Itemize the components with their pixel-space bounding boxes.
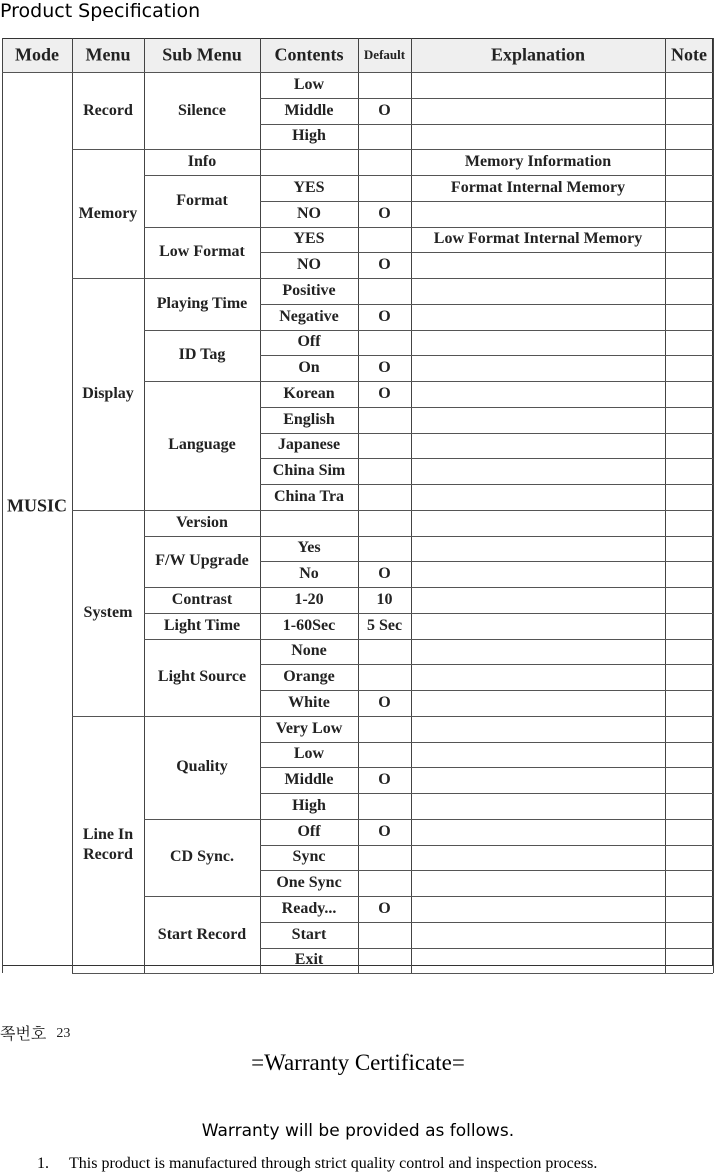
row-divider [260,973,713,974]
menu-divider [72,716,144,717]
submenu-label: Language [168,436,236,454]
cell-contents: Ready... [281,899,337,917]
cell-default: O [378,693,391,711]
menu-label: Memory [78,204,138,222]
cell-default: O [378,307,391,325]
menu-label: Line In Record [82,825,134,863]
cell-contents: YES [293,230,325,248]
cell-contents: 1-60Sec [282,616,336,634]
submenu-label: Start Record [157,925,247,943]
row-divider [260,407,713,408]
submenu-label: CD Sync. [169,848,235,866]
cell-contents: No [299,565,319,583]
submenu-label: Format [176,191,228,209]
submenu-divider [144,973,260,974]
row-divider [260,381,713,382]
row-divider [260,716,713,717]
warranty-item [37,1155,597,1173]
submenu-label: Playing Time [156,294,248,312]
submenu-divider [144,587,260,588]
cell-contents: One Sync [276,874,342,892]
cell-contents: White [288,693,330,711]
row-divider [260,98,713,99]
warranty-subtitle: Warranty will be provided as follows. [201,1121,515,1141]
row-divider [260,433,713,434]
cell-contents: 1-20 [294,590,324,608]
submenu-label: Info [187,153,217,171]
row-divider [260,458,713,459]
cell-contents: English [283,410,335,428]
header-mode: Mode [15,44,59,65]
submenu-label: Quality [176,758,228,776]
row-divider [260,896,713,897]
cell-default: O [378,771,391,789]
row-divider [260,690,713,691]
cell-default: O [378,899,391,917]
page-number: 23 [56,1026,71,1041]
cell-contents: Japanese [277,436,341,454]
cell-contents: Exit [294,951,324,969]
row-divider [260,767,713,768]
row-divider [260,613,713,614]
menu-label: System [83,603,133,621]
submenu-label: Low Format [159,243,245,261]
row-divider [260,149,713,150]
cell-contents: NO [297,256,321,274]
cell-contents: High [292,127,326,145]
cell-contents: Off [297,822,321,840]
cell-default: O [378,822,391,840]
column-divider [260,38,261,973]
submenu-label: F/W Upgrade [155,552,249,570]
submenu-label: Light Time [163,616,241,634]
column-divider [665,38,666,973]
cell-contents: Very Low [275,719,343,737]
cell-contents: NO [297,204,321,222]
cell-explanation: Low Format Internal Memory [433,230,643,248]
menu-label: Display [82,384,134,402]
header-explanation: Explanation [490,44,586,65]
submenu-label: ID Tag [178,346,226,364]
row-divider [260,278,713,279]
cell-contents: Low [293,75,325,93]
cell-default: 5 Sec [366,616,403,634]
submenu-divider [144,896,260,897]
cell-contents: None [291,642,327,660]
row-divider [260,948,713,949]
row-divider [260,484,713,485]
cell-explanation: Memory Information [464,153,612,171]
warranty-item-number: 1. [37,1155,49,1172]
menu-divider [72,278,144,279]
cell-default: O [378,384,391,402]
submenu-divider [144,536,260,537]
cell-contents: Middle [284,101,334,119]
row-divider [260,355,713,356]
submenu-divider [144,819,260,820]
cell-contents: Yes [297,539,321,557]
submenu-divider [144,175,260,176]
menu-divider [72,973,144,974]
cell-contents: Orange [283,668,335,686]
header-contents: Contents [274,44,344,65]
cell-contents: Sync [292,848,326,866]
header-menu: Menu [85,44,131,65]
cell-default: O [378,256,391,274]
submenu-divider [144,278,260,279]
cell-default: O [378,101,391,119]
cell-contents: Negative [279,307,339,325]
menu-divider [72,510,144,511]
submenu-label: Version [176,513,228,531]
row-divider [260,330,713,331]
mode-label: MUSIC [6,495,68,516]
row-divider [260,742,713,743]
cell-contents: Korean [283,384,335,402]
cell-default: O [378,204,391,222]
cell-explanation: Format Internal Memory [450,178,626,196]
cell-contents: High [292,796,326,814]
submenu-divider [144,613,260,614]
submenu-divider [144,639,260,640]
submenu-label: Light Source [157,668,247,686]
row-divider [260,201,713,202]
row-divider [260,922,713,923]
row-divider [260,664,713,665]
cell-default: O [378,565,391,583]
submenu-label: Silence [178,101,226,119]
cell-contents: Off [297,333,321,351]
cell-contents: Positive [282,281,336,299]
footer-code: 쪽번호 [0,1024,47,1043]
header-divider [2,72,713,73]
row-divider [260,124,713,125]
page-footer [0,1021,70,1044]
spec-table [0,38,716,970]
row-divider [260,510,713,511]
submenu-label: Contrast [171,590,233,608]
cell-contents: Start [291,925,327,943]
row-divider [260,536,713,537]
header-default: Default [363,47,406,62]
warranty-title: =Warranty Certificate= [251,1050,465,1075]
row-divider [260,639,713,640]
row-divider [260,561,713,562]
row-divider [260,870,713,871]
column-divider [411,38,412,973]
header-sub menu: Sub Menu [162,44,242,65]
column-divider [72,38,73,973]
row-divider [260,793,713,794]
cell-contents: China Sim [272,462,346,480]
page-title: Product Specification [0,0,201,22]
submenu-divider [144,330,260,331]
cell-contents: Low [293,745,325,763]
row-divider [260,587,713,588]
column-divider [144,38,145,973]
cell-contents: China Tra [273,487,345,505]
cell-default: O [378,359,391,377]
row-divider [260,304,713,305]
row-divider [260,819,713,820]
submenu-divider [144,227,260,228]
cell-contents: Middle [284,771,334,789]
submenu-divider [144,716,260,717]
cell-default: 10 [376,590,393,608]
menu-divider [72,149,144,150]
warranty-item-text: This product is manufactured through strict quality control and inspection process. [69,1155,598,1172]
row-divider [260,252,713,253]
submenu-divider [144,381,260,382]
column-divider [713,38,714,973]
header-note: Note [671,44,707,65]
row-divider [260,845,713,846]
submenu-divider [144,510,260,511]
menu-label: Record [83,101,133,119]
row-divider [260,175,713,176]
cell-contents: On [298,359,320,377]
row-divider [260,227,713,228]
submenu-divider [144,149,260,150]
cell-contents: YES [293,178,325,196]
column-divider [358,38,359,973]
column-divider [2,38,3,973]
